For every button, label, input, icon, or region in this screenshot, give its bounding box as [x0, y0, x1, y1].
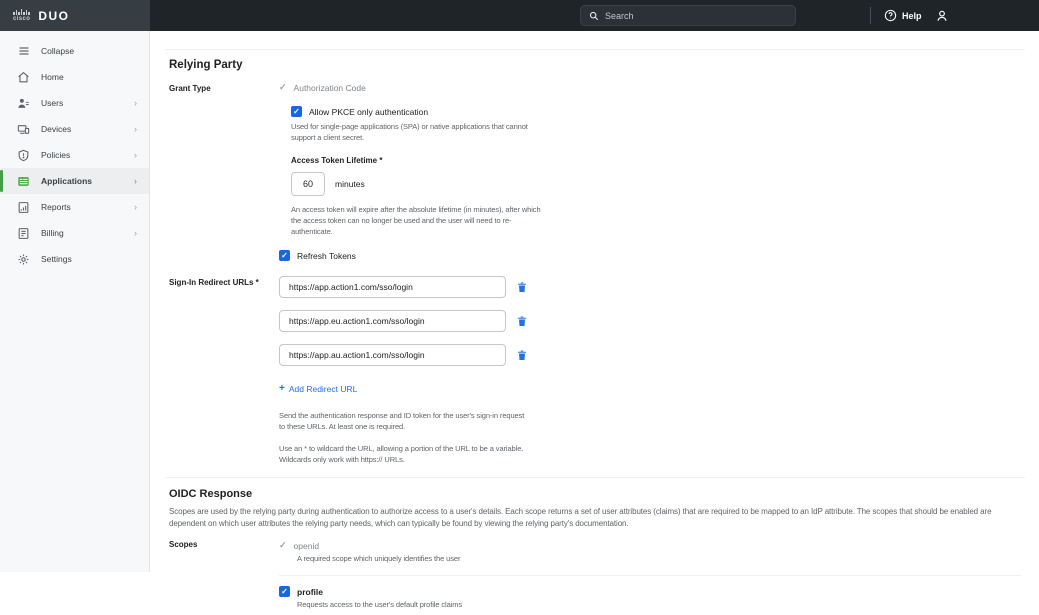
sidebar-item-label: Devices: [41, 124, 72, 134]
refresh-tokens-checkbox[interactable]: [279, 250, 290, 261]
scope-divider: [279, 575, 1021, 576]
trash-icon: [516, 315, 528, 328]
help-button[interactable]: [884, 0, 922, 31]
token-lifetime-label: Access Token Lifetime *: [291, 156, 383, 165]
redirect-url-input[interactable]: [279, 276, 506, 298]
sidebar-item-devices[interactable]: [0, 116, 149, 142]
help-label: Help: [902, 10, 922, 21]
trash-icon: [516, 281, 528, 294]
scopes-label: Scopes: [169, 540, 198, 549]
sidebar-item-users[interactable]: [0, 90, 149, 116]
chevron-right-icon: ›: [134, 98, 137, 108]
cisco-logo-text: cisco: [13, 16, 31, 22]
devices-icon: [17, 123, 30, 136]
user-icon: [935, 9, 949, 23]
pkce-description: Used for single-page applications (SPA) or native applications that cannot support a client secret.: [291, 122, 528, 142]
scope-profile-label: profile: [297, 586, 323, 597]
brand-logo: [0, 0, 150, 31]
scope-profile-checkbox[interactable]: [279, 586, 290, 597]
grant-type-row: [169, 82, 1021, 261]
page-title: Relying Party: [169, 59, 243, 71]
redirect-url-row: [279, 344, 1021, 366]
redirect-urls-label: Sign-In Redirect URLs *: [169, 278, 259, 287]
sidebar-item-label: Applications: [41, 176, 93, 186]
trash-icon: [516, 349, 528, 362]
sidebar-item-label: Users: [41, 98, 64, 108]
billing-icon: [17, 227, 30, 240]
duo-logo: DUO: [38, 8, 70, 23]
pkce-label: Allow PKCE only authentication: [309, 106, 429, 117]
delete-url-button[interactable]: [515, 314, 529, 328]
add-redirect-url-label: Add Redirect URL: [288, 383, 358, 394]
redirect-url-row: [279, 276, 1021, 298]
authorization-code-label: Authorization Code: [293, 82, 366, 93]
redirect-urls-row: [169, 276, 1021, 465]
sidebar-item-home[interactable]: [0, 64, 149, 90]
refresh-tokens-label: Refresh Tokens: [297, 250, 356, 261]
help-icon: [884, 9, 897, 22]
checkmark-icon: ✓: [279, 82, 287, 92]
sidebar-nav: [0, 31, 150, 572]
home-icon: [17, 71, 30, 84]
account-button[interactable]: [935, 0, 949, 31]
section-divider: [165, 477, 1025, 478]
redirect-description-2: Use an * to wildcard the URL, allowing a portion of the URL to be a variable. Wildcards only work with https:// URLs.: [279, 444, 524, 464]
sidebar-item-label: Policies: [41, 150, 71, 160]
plus-icon: +: [279, 383, 285, 394]
delete-url-button[interactable]: [515, 348, 529, 362]
chevron-right-icon: ›: [134, 150, 137, 160]
sidebar-item-reports[interactable]: [0, 194, 149, 220]
sidebar-item-collapse[interactable]: [0, 38, 149, 64]
sidebar-item-label: Reports: [41, 202, 71, 212]
scope-openid-label: openid: [293, 540, 320, 551]
pkce-checkbox[interactable]: [291, 106, 302, 117]
chevron-right-icon: ›: [134, 228, 137, 238]
hamburger-icon: [17, 45, 30, 58]
sidebar-item-billing[interactable]: [0, 220, 149, 246]
sidebar-item-label: Collapse: [41, 46, 75, 56]
search-icon: [589, 11, 599, 21]
applications-icon: [17, 175, 30, 188]
redirect-url-input[interactable]: [279, 344, 506, 366]
reports-icon: [17, 201, 30, 214]
scope-profile: [279, 584, 1021, 615]
users-icon: [17, 97, 30, 110]
refresh-tokens-option: [279, 250, 1021, 261]
checkmark-icon: ✓: [279, 540, 287, 550]
delete-url-button[interactable]: [515, 280, 529, 294]
add-redirect-url-button[interactable]: [279, 383, 357, 394]
grant-type-label: Grant Type: [169, 84, 211, 93]
scope-openid: [279, 538, 1021, 569]
content-top-divider: [165, 31, 1025, 50]
sidebar-item-policies[interactable]: [0, 142, 149, 168]
redirect-url-input[interactable]: [279, 310, 506, 332]
topbar-divider: [870, 7, 871, 24]
sidebar-item-label: Settings: [41, 254, 72, 264]
gear-icon: [17, 253, 30, 266]
shield-icon: [17, 149, 30, 162]
chevron-right-icon: ›: [134, 176, 137, 186]
sidebar-item-settings[interactable]: [0, 246, 149, 272]
sidebar-item-label: Billing: [41, 228, 64, 238]
scopes-row: [169, 538, 1021, 615]
global-search[interactable]: [580, 5, 796, 26]
pkce-option: [291, 106, 1021, 117]
token-lifetime-description: An access token will expire after the absolute lifetime (in minutes), after which the access token can no longer be used and the user will need to re-authenticate.: [291, 205, 541, 236]
redirect-url-row: [279, 310, 1021, 332]
oidc-description: Scopes are used by the relying party during authentication to authorize access to a user's details. Each scope returns a set of user attributes (claims) that are required to be mapped to an IdP attribute. The scopes that should be enabled are dependent on which user attributes the relying party needs, which can typically be found by viewing the relying party's documentation.: [169, 507, 992, 528]
scope-profile-description: Requests access to the user's default profile claims: [297, 600, 463, 609]
top-bar: [0, 0, 1039, 31]
token-lifetime-input[interactable]: [291, 172, 325, 196]
chevron-right-icon: ›: [134, 124, 137, 134]
chevron-right-icon: ›: [134, 202, 137, 212]
scope-openid-description: A required scope which uniquely identifies the user: [297, 554, 461, 563]
redirect-description-1: Send the authentication response and ID token for the user's sign-in request to these URLs. At least one is required.: [279, 411, 525, 431]
token-lifetime-unit: minutes: [335, 179, 365, 189]
oidc-section-title: OIDC Response: [169, 488, 253, 500]
cisco-logo-icon: [13, 9, 30, 22]
sidebar-item-applications[interactable]: [0, 168, 149, 194]
sidebar-item-label: Home: [41, 72, 64, 82]
authorization-code-option: [279, 82, 1021, 93]
main-content: [151, 31, 1039, 609]
search-input[interactable]: [605, 11, 787, 21]
